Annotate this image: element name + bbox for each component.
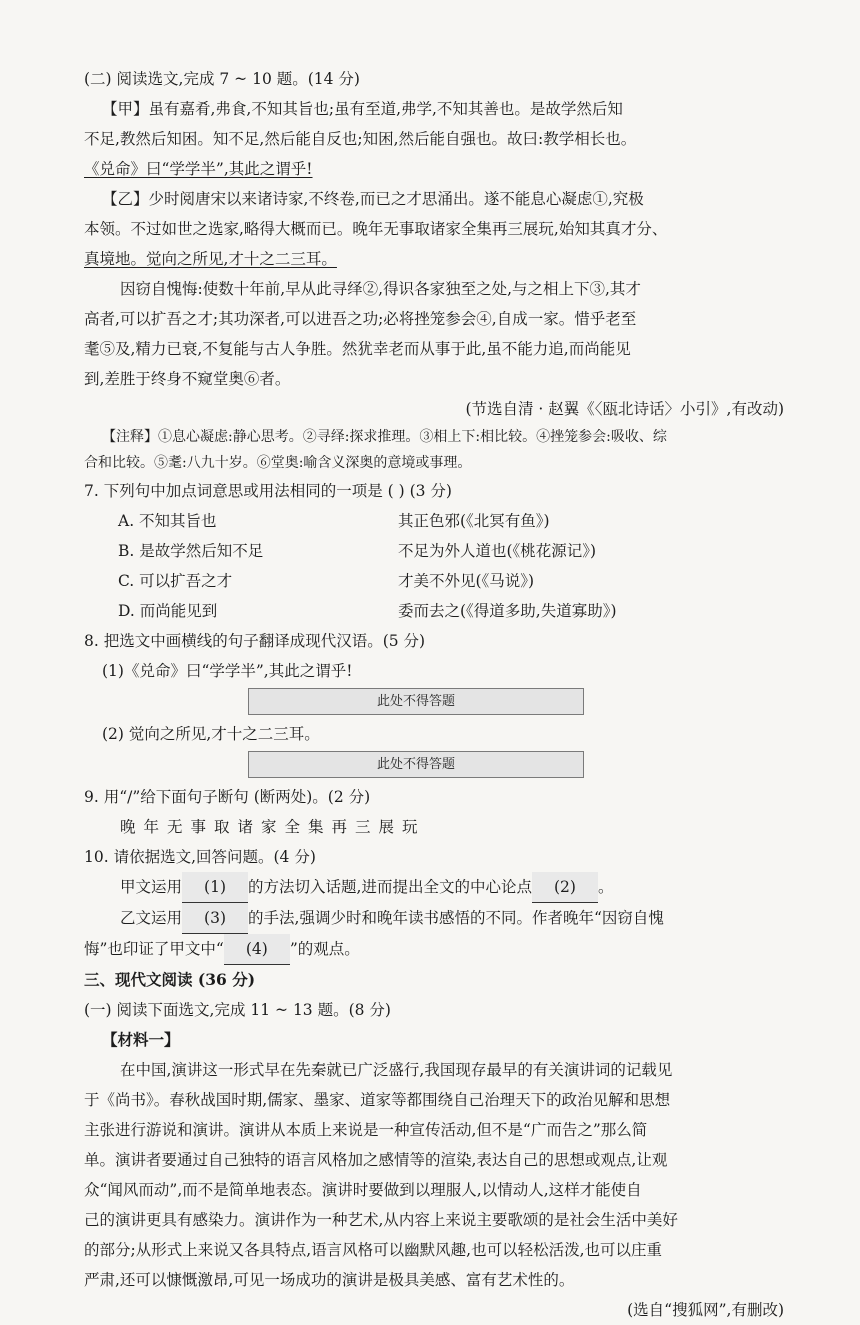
- option-left: D. 而尚能见到: [118, 602, 218, 620]
- option-left: C. 可以扩吾之才: [118, 572, 233, 590]
- section-three-sub: (一) 阅读下面选文,完成 11 ~ 13 题。(8 分): [84, 1001, 391, 1019]
- material-para-line: 严肃,还可以慷慨激昂,可见一场成功的演讲是极具美感、富有艺术性的。: [84, 1271, 575, 1289]
- option-left: A. 不知其旨也: [118, 512, 217, 530]
- q10-line1: [84, 872, 784, 903]
- material-para-line: 单。演讲者要通过自己独特的语言风格加之感情等的渲染,表达自己的思想或观点,让观: [84, 1151, 668, 1169]
- option-left: B. 是故学然后知不足: [118, 542, 264, 560]
- passage-yi-underlined: 真境地。觉向之所见,才十之二三耳。: [84, 250, 337, 268]
- option-right: 委而去之(《得道多助,失道寡助》): [398, 602, 617, 620]
- passage-yi-line: 高者,可以扩吾之才;其功深者,可以进吾之功;必将挫笼参会④,自成一家。惜乎老至: [84, 310, 637, 328]
- passage-jia-underlined: 《兑命》曰“学学半”,其此之谓乎!: [84, 160, 313, 178]
- option-right: 才美不外见(《马说》): [398, 572, 535, 590]
- passage-source: (节选自清 · 赵翼《〈瓯北诗话〉小引》,有改动): [465, 400, 784, 418]
- section-two-heading: (二) 阅读选文,完成 7 ~ 10 题。(14 分): [84, 70, 360, 88]
- q7-option-b[interactable]: [84, 536, 784, 566]
- material-para-line: 在中国,演讲这一形式早在先秦就已广泛盛行,我国现存最早的有关演讲词的记载见: [120, 1061, 673, 1079]
- exam-page: [84, 64, 784, 1325]
- q10-text: 的方法切入话题,进而提出全文的中心论点: [248, 878, 532, 896]
- q10-stem: 10. 请依据选文,回答问题。(4 分): [84, 848, 316, 866]
- answer-blank-3[interactable]: (3): [182, 903, 248, 934]
- material-para-line: 于《尚书》。春秋战国时期,儒家、墨家、道家等都围绕自己治理天下的政治见解和思想: [84, 1091, 671, 1109]
- passage-jia-line: 不足,教然后知困。知不足,然后能自反也;知困,然后能自强也。故曰:教学相长也。: [84, 130, 637, 148]
- q7-option-d[interactable]: [84, 596, 784, 626]
- section-three-heading: 三、现代文阅读 (36 分): [84, 970, 256, 989]
- q10-text: ”的观点。: [289, 940, 360, 958]
- answer-blank-1[interactable]: (1): [182, 872, 248, 903]
- answer-blank-2[interactable]: (2): [532, 872, 598, 903]
- passage-yi-line: 耄⑤及,精力已衰,不复能与古人争胜。然犹幸老而从事于此,虽不能力追,而尚能见: [84, 340, 631, 358]
- no-answer-box: 此处不得答题: [248, 688, 584, 715]
- option-right: 其正色邪(《北冥有鱼》): [398, 512, 550, 530]
- q10-text: 甲文运用: [120, 878, 183, 896]
- q7-stem: 7. 下列句中加点词意思或用法相同的一项是 ( ) (3 分): [84, 482, 452, 500]
- material-para-line: 己的演讲更具有感染力。演讲作为一种艺术,从内容上来说主要歌颂的是社会生活中美好: [84, 1211, 678, 1229]
- passage-yi-line: 到,差胜于终身不窥堂奥⑥者。: [84, 370, 291, 388]
- material-para-line: 众“闻风而动”,而不是简单地表态。演讲时要做到以理服人,以情动人,这样才能使自: [84, 1181, 642, 1199]
- material-label: 【材料一】: [102, 1030, 180, 1049]
- passage-jia-line: 【甲】虽有嘉肴,弗食,不知其旨也;虽有至道,弗学,不知其善也。是故学然后知: [102, 100, 623, 118]
- material-source: (选自“搜狐网”,有删改): [627, 1301, 784, 1319]
- q9-sentence: 晚年无事取诸家全集再三展玩: [120, 818, 426, 836]
- notes-line: 【注释】①息心凝虑:静心思考。②寻绎:探求推理。③相上下:相比较。④挫笼参会:吸收、综: [102, 429, 667, 445]
- option-right: 不足为外人道也(《桃花源记》): [398, 542, 597, 560]
- q7-option-a[interactable]: [84, 506, 784, 536]
- material-para-line: 主张进行游说和演讲。演讲从本质上来说是一种宣传活动,但不是“广而告之”那么简: [84, 1121, 648, 1139]
- passage-yi-line: 本领。不过如世之选家,略得大概而已。晚年无事取诸家全集再三展玩,始知其真才分、: [84, 220, 668, 238]
- q8-sub1: (1)《兑命》曰“学学半”,其此之谓乎!: [102, 662, 353, 680]
- q10-text: 乙文运用: [120, 909, 183, 927]
- answer-blank-4[interactable]: (4): [224, 934, 290, 965]
- notes-line: 合和比较。⑤耄:八九十岁。⑥堂奥:喻含义深奥的意境或事理。: [84, 455, 472, 471]
- q7-option-c[interactable]: [84, 566, 784, 596]
- material-para-line: 的部分;从形式上来说又各具特点,语言风格可以幽默风趣,也可以轻松活泼,也可以庄重: [84, 1241, 663, 1259]
- q10-line3: [84, 934, 784, 965]
- passage-yi-line: 【乙】少时阅唐宋以来诸诗家,不终卷,而已之才思涌出。遂不能息心凝虑①,究极: [102, 190, 644, 208]
- q10-line2: [84, 903, 784, 934]
- q10-text: 的手法,强调少时和晚年读书感悟的不同。作者晚年“因窃自愧: [248, 909, 664, 927]
- q8-sub2: (2) 觉向之所见,才十之二三耳。: [102, 725, 320, 743]
- q9-stem: 9. 用“/”给下面句子断句 (断两处)。(2 分): [84, 788, 371, 806]
- no-answer-box: 此处不得答题: [248, 751, 584, 778]
- q10-text: 。: [597, 878, 614, 896]
- passage-yi-line: 因窃自愧悔:使数十年前,早从此寻绎②,得识各家独至之处,与之相上下③,其才: [120, 280, 641, 298]
- q8-stem: 8. 把选文中画横线的句子翻译成现代汉语。(5 分): [84, 632, 426, 650]
- q10-text: 悔”也印证了甲文中“: [84, 940, 224, 958]
